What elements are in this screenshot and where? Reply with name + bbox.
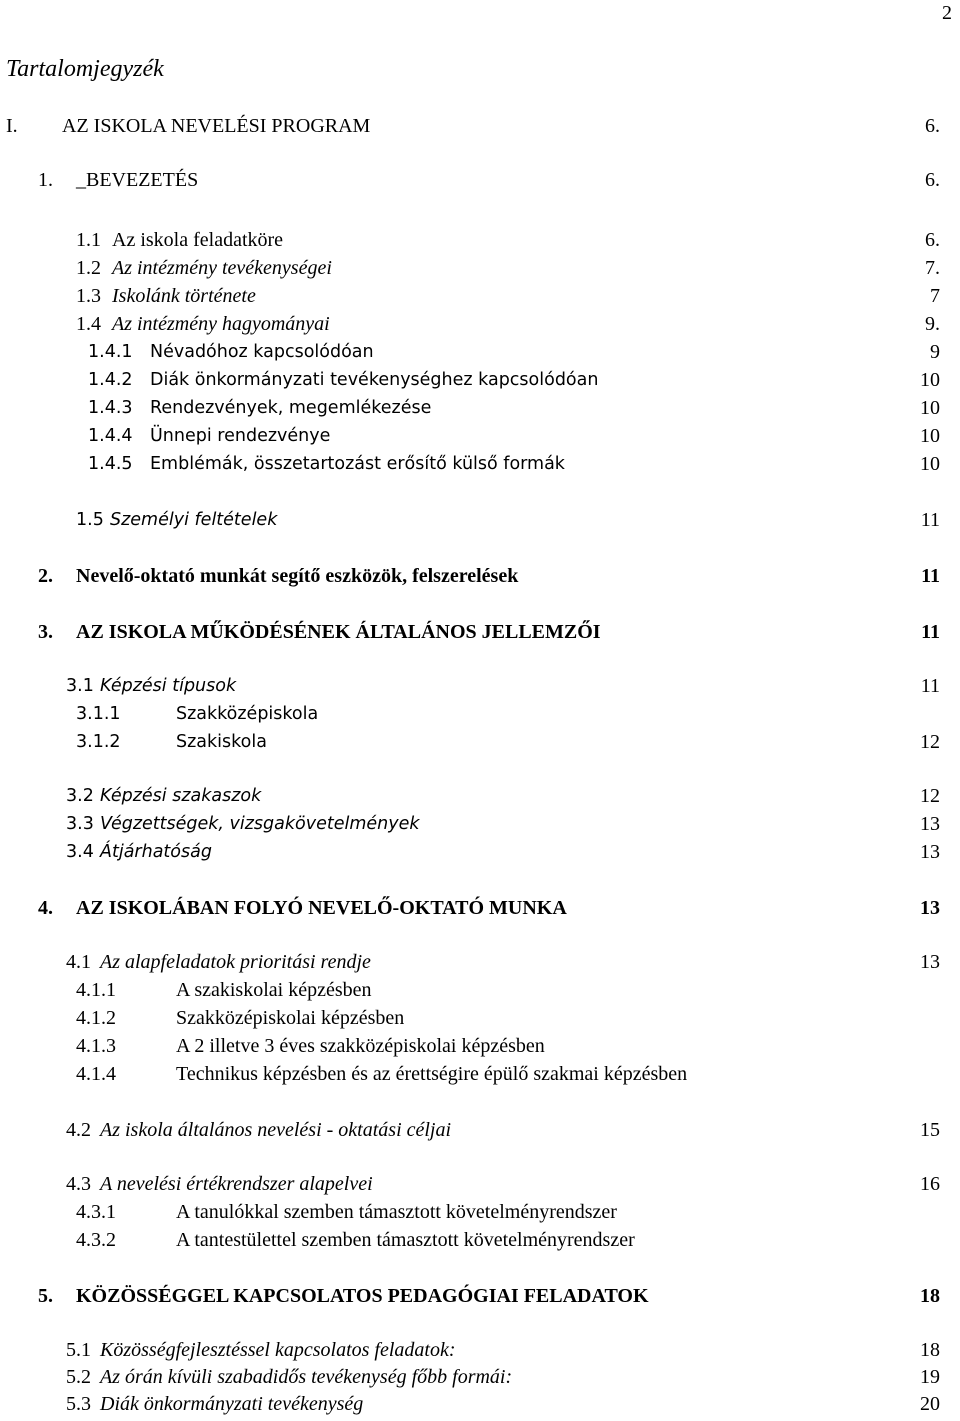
toc-entry-page: 6. <box>925 229 940 251</box>
toc-entry-chapter-1[interactable] <box>0 166 960 194</box>
toc-entry-label: AZ ISKOLÁBAN FOLYÓ NEVELŐ-OKTATÓ MUNKA <box>76 897 567 919</box>
toc-entry-label: Rendezvények, megemlékezése <box>150 398 432 418</box>
toc-entry-number: 1.4.1 <box>88 342 133 362</box>
toc-entry-page: 11 <box>920 509 940 531</box>
toc-entry-number: 4.3 <box>66 1173 91 1195</box>
toc-entry-label: Az intézmény hagyományai <box>112 313 330 335</box>
toc-entry-4-1-4[interactable] <box>0 1060 960 1088</box>
toc-entry-1-3[interactable] <box>0 282 960 310</box>
toc-entry-number: 4.1.1 <box>76 979 116 1001</box>
toc-entry-label: Névadóhoz kapcsolódóan <box>150 342 374 362</box>
toc-entry-label: A tanulókkal szemben támasztott követelményrendszer <box>176 1201 617 1223</box>
toc-entry-number: 4.1 <box>66 951 91 973</box>
toc-entry-4-1-1[interactable] <box>0 976 960 1004</box>
toc-entry-label: KÖZÖSSÉGGEL KAPCSOLATOS PEDAGÓGIAI FELADATOK <box>76 1285 649 1307</box>
toc-entry-page: 12 <box>920 731 940 753</box>
toc-entry-label: Diák önkormányzati tevékenység <box>100 1393 364 1415</box>
toc-entry-page: 10 <box>920 397 940 419</box>
toc-entry-label: Az iskola feladatköre <box>112 229 284 251</box>
toc-entry-label: Emblémák, összetartozást erősítő külső formák <box>150 454 565 474</box>
toc-entry-page: 18 <box>920 1285 940 1307</box>
toc-entry-number: 1.1 <box>76 229 101 251</box>
toc-entry-label: Végzettségek, vizsgakövetelmények <box>100 814 420 834</box>
toc-entry-3-3[interactable] <box>0 810 960 838</box>
toc-entry-label: Szakközépiskolai képzésben <box>176 1007 405 1029</box>
toc-entry-label: Szakiskola <box>176 732 267 752</box>
toc-entry-4-3-2[interactable] <box>0 1226 960 1254</box>
toc-entry-page: 13 <box>920 951 940 973</box>
toc-entry-number: 3.1.2 <box>76 732 121 752</box>
toc-entry-3-1[interactable] <box>0 672 960 700</box>
toc-entry-label: Átjárhatóság <box>100 842 212 862</box>
toc-entry-5-2[interactable] <box>0 1363 960 1391</box>
toc-entry-1-2[interactable] <box>0 254 960 282</box>
toc-entry-number: 2. <box>38 565 53 587</box>
toc-entry-number: 1.3 <box>76 285 101 307</box>
toc-entry-label: Az intézmény tevékenységei <box>112 257 332 279</box>
toc-entry-3-4[interactable] <box>0 838 960 866</box>
toc-entry-label: Az órán kívüli szabadidős tevékenység főbb formái: <box>100 1366 513 1388</box>
toc-entry-page: 19 <box>920 1366 940 1388</box>
toc-entry-label: A szakiskolai képzésben <box>176 979 372 1001</box>
toc-entry-number: 3.1.1 <box>76 704 121 724</box>
toc-entry-page: 11 <box>921 621 940 643</box>
toc-entry-number: 5. <box>38 1285 53 1307</box>
toc-entry-page: 15 <box>920 1119 940 1141</box>
toc-entry-page: 16 <box>920 1173 940 1195</box>
toc-entry-number: 4.2 <box>66 1119 91 1141</box>
toc-entry-label: Ünnepi rendezvénye <box>150 426 331 446</box>
toc-entry-number: 5.2 <box>66 1366 91 1388</box>
toc-entry-label: Személyi feltételek <box>110 510 278 530</box>
toc-entry-4-1-2[interactable] <box>0 1004 960 1032</box>
toc-entry-page: 20 <box>920 1393 940 1415</box>
toc-entry-label: A nevelési értékrendszer alapelvei <box>100 1173 373 1195</box>
toc-entry-1-5[interactable] <box>0 506 960 534</box>
toc-entry-number: 5.3 <box>66 1393 91 1415</box>
toc-entry-page: 13 <box>920 813 940 835</box>
toc-entry-page: 6. <box>925 115 940 137</box>
toc-entry-number: 5.1 <box>66 1339 91 1361</box>
toc-entry-label: Iskolánk története <box>112 285 256 307</box>
toc-entry-number: 1.4.5 <box>88 454 133 474</box>
toc-entry-page: 7 <box>930 285 940 307</box>
toc-entry-number: 3. <box>38 621 53 643</box>
toc-title: Tartalomjegyzék <box>6 56 164 82</box>
toc-entry-label: Technikus képzésben és az érettségire épülő szakmai képzésben <box>176 1063 688 1085</box>
toc-entry-label: A tantestülettel szemben támasztott követelményrendszer <box>176 1229 635 1251</box>
toc-entry-page: 10 <box>920 453 940 475</box>
toc-entry-label: Képzési szakaszok <box>100 786 262 806</box>
toc-entry-page: 10 <box>920 369 940 391</box>
toc-entry-page: 11 <box>921 565 940 587</box>
toc-entry-label: AZ ISKOLA NEVELÉSI PROGRAM <box>62 115 371 137</box>
toc-entry-1-4-5[interactable] <box>0 450 960 478</box>
toc-entry-number: 1.2 <box>76 257 101 279</box>
toc-entry-1-4-4[interactable] <box>0 422 960 450</box>
toc-entry-label: Szakközépiskola <box>176 704 319 724</box>
toc-entry-page: 9 <box>930 341 940 363</box>
toc-entry-label: A 2 illetve 3 éves szakközépiskolai képzésben <box>176 1035 545 1057</box>
toc-entry-label: Az iskola általános nevelési - oktatási céljai <box>100 1119 452 1141</box>
toc-entry-number: I. <box>6 115 18 137</box>
toc-entry-label: Nevelő-oktató munkát segítő eszközök, felszerelések <box>76 565 519 587</box>
toc-entry-number: 1.4.3 <box>88 398 133 418</box>
toc-entry-1-4[interactable] <box>0 310 960 338</box>
toc-entry-label: Közösségfejlesztéssel kapcsolatos feladatok: <box>100 1339 456 1361</box>
toc-entry-page: 12 <box>920 785 940 807</box>
toc-entry-label: AZ ISKOLA MŰKÖDÉSÉNEK ÁLTALÁNOS JELLEMZŐI <box>76 621 601 643</box>
toc-entry-page: 18 <box>920 1339 940 1361</box>
toc-entry-number: 1.5 <box>76 510 104 530</box>
toc-entry-3-1-2[interactable] <box>0 728 960 756</box>
toc-entry-number: 1.4 <box>76 313 101 335</box>
page-number: 2 <box>942 2 952 24</box>
toc-entry-page: 7. <box>925 257 940 279</box>
toc-entry-chapter-2[interactable] <box>0 562 960 590</box>
toc-entry-1-4-1[interactable] <box>0 338 960 366</box>
toc-entry-4-3-1[interactable] <box>0 1198 960 1226</box>
toc-entry-number: 3.4 <box>66 842 94 862</box>
toc-entry-chapter-5[interactable] <box>0 1282 960 1310</box>
toc-entry-1-4-3[interactable] <box>0 394 960 422</box>
toc-entry-3-1-1[interactable] <box>0 700 960 728</box>
toc-entry-5-3[interactable] <box>0 1390 960 1418</box>
toc-entry-number: 1. <box>38 169 53 191</box>
toc-entry-page: 6. <box>925 169 940 191</box>
toc-entry-number: 3.3 <box>66 814 94 834</box>
toc-entry-number: 4.1.4 <box>76 1063 116 1085</box>
toc-entry-label: _BEVEZETÉS <box>76 169 199 191</box>
toc-entry-chapter-4[interactable] <box>0 894 960 922</box>
toc-entry-5-1[interactable] <box>0 1336 960 1364</box>
toc-entry-number: 3.2 <box>66 786 94 806</box>
toc-entry-page: 11 <box>920 675 940 697</box>
toc-entry-page: 13 <box>920 897 940 919</box>
toc-entry-4-2[interactable] <box>0 1116 960 1144</box>
toc-entry-4-1-3[interactable] <box>0 1032 960 1060</box>
toc-entry-3-2[interactable] <box>0 782 960 810</box>
toc-entry-chapter-3[interactable] <box>0 618 960 646</box>
toc-entry-1-1[interactable] <box>0 226 960 254</box>
toc-entry-number: 4.1.3 <box>76 1035 116 1057</box>
toc-entry-number: 1.4.4 <box>88 426 133 446</box>
toc-entry-label: Diák önkormányzati tevékenységhez kapcsolódóan <box>150 370 599 390</box>
toc-entry-4-3[interactable] <box>0 1170 960 1198</box>
toc-entry-page: 9. <box>925 313 940 335</box>
toc-entry-number: 4.3.1 <box>76 1201 116 1223</box>
toc-entry-label: Az alapfeladatok prioritási rendje <box>100 951 371 973</box>
toc-entry-4-1[interactable] <box>0 948 960 976</box>
toc-entry-1-4-2[interactable] <box>0 366 960 394</box>
toc-entry-number: 3.1 <box>66 676 94 696</box>
toc-entry-number: 4.3.2 <box>76 1229 116 1251</box>
toc-entry-page: 10 <box>920 425 940 447</box>
toc-entry-number: 4.1.2 <box>76 1007 116 1029</box>
toc-entry-page: 13 <box>920 841 940 863</box>
toc-entry-label: Képzési típusok <box>100 676 237 696</box>
toc-entry-number: 4. <box>38 897 53 919</box>
toc-entry-number: 1.4.2 <box>88 370 133 390</box>
toc-entry-part-1[interactable] <box>0 112 960 140</box>
